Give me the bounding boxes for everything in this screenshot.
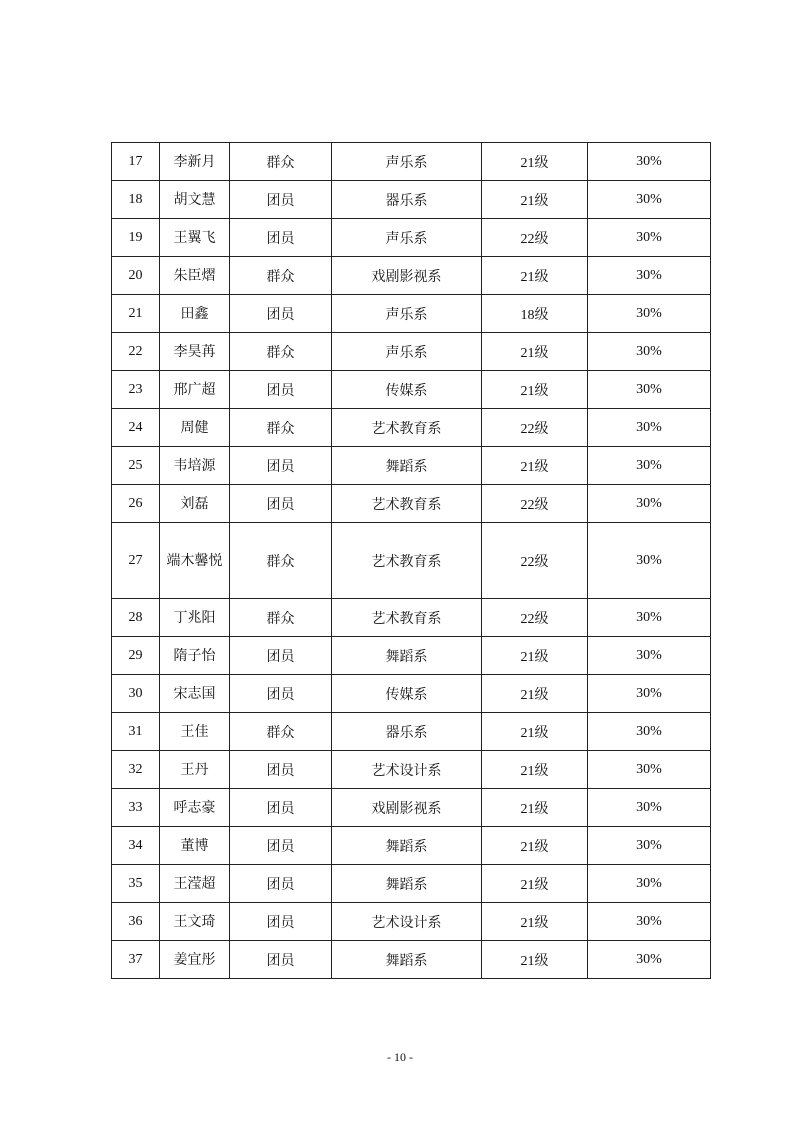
department-cell: 戏剧影视系 (332, 257, 482, 295)
percentage-cell: 30% (588, 523, 711, 599)
row-number-cell: 29 (112, 637, 160, 675)
student-name-cell: 姜宜彤 (160, 941, 230, 979)
table-row (112, 827, 711, 865)
percentage-cell: 30% (588, 143, 711, 181)
percentage-cell: 30% (588, 675, 711, 713)
table-row (112, 637, 711, 675)
department-cell: 传媒系 (332, 675, 482, 713)
percentage-cell: 30% (588, 599, 711, 637)
political-status-cell: 团员 (230, 865, 332, 903)
student-name-cell: 王翼飞 (160, 219, 230, 257)
department-cell: 器乐系 (332, 181, 482, 219)
row-number-cell: 28 (112, 599, 160, 637)
department-cell: 舞蹈系 (332, 447, 482, 485)
grade-year-cell: 21级 (482, 789, 588, 827)
percentage-cell: 30% (588, 865, 711, 903)
table-row (112, 333, 711, 371)
row-number-cell: 26 (112, 485, 160, 523)
department-cell: 器乐系 (332, 713, 482, 751)
department-cell: 艺术教育系 (332, 485, 482, 523)
row-number-cell: 27 (112, 523, 160, 599)
row-number-cell: 36 (112, 903, 160, 941)
student-name-cell: 李昊苒 (160, 333, 230, 371)
grade-year-cell: 21级 (482, 827, 588, 865)
grade-year-cell: 22级 (482, 485, 588, 523)
department-cell: 艺术教育系 (332, 599, 482, 637)
grade-year-cell: 22级 (482, 219, 588, 257)
student-name-cell: 王佳 (160, 713, 230, 751)
percentage-cell: 30% (588, 485, 711, 523)
department-cell: 艺术设计系 (332, 751, 482, 789)
table-row (112, 257, 711, 295)
percentage-cell: 30% (588, 219, 711, 257)
percentage-cell: 30% (588, 333, 711, 371)
student-name-cell: 隋子怡 (160, 637, 230, 675)
page-number: - 10 - (387, 1050, 413, 1064)
department-cell: 舞蹈系 (332, 827, 482, 865)
department-cell: 艺术教育系 (332, 523, 482, 599)
row-number-cell: 25 (112, 447, 160, 485)
political-status-cell: 团员 (230, 485, 332, 523)
grade-year-cell: 21级 (482, 371, 588, 409)
table-row (112, 485, 711, 523)
grade-year-cell: 21级 (482, 941, 588, 979)
row-number-cell: 17 (112, 143, 160, 181)
political-status-cell: 群众 (230, 333, 332, 371)
percentage-cell: 30% (588, 409, 711, 447)
student-name-cell: 朱臣熠 (160, 257, 230, 295)
department-cell: 传媒系 (332, 371, 482, 409)
grade-year-cell: 21级 (482, 143, 588, 181)
table-row (112, 713, 711, 751)
student-name-cell: 董博 (160, 827, 230, 865)
department-cell: 声乐系 (332, 143, 482, 181)
student-name-cell: 王文琦 (160, 903, 230, 941)
political-status-cell: 群众 (230, 143, 332, 181)
student-name-cell: 周健 (160, 409, 230, 447)
political-status-cell: 群众 (230, 409, 332, 447)
political-status-cell: 团员 (230, 827, 332, 865)
row-number-cell: 32 (112, 751, 160, 789)
row-number-cell: 23 (112, 371, 160, 409)
student-name-cell: 王丹 (160, 751, 230, 789)
student-name-cell: 韦培源 (160, 447, 230, 485)
table-row (112, 675, 711, 713)
grade-year-cell: 21级 (482, 181, 588, 219)
percentage-cell: 30% (588, 713, 711, 751)
row-number-cell: 33 (112, 789, 160, 827)
percentage-cell: 30% (588, 751, 711, 789)
grade-year-cell: 21级 (482, 751, 588, 789)
student-name-cell: 宋志国 (160, 675, 230, 713)
department-cell: 艺术教育系 (332, 409, 482, 447)
row-number-cell: 18 (112, 181, 160, 219)
department-cell: 戏剧影视系 (332, 789, 482, 827)
table-row (112, 751, 711, 789)
row-number-cell: 35 (112, 865, 160, 903)
department-cell: 声乐系 (332, 295, 482, 333)
student-name-cell: 呼志豪 (160, 789, 230, 827)
percentage-cell: 30% (588, 257, 711, 295)
political-status-cell: 群众 (230, 257, 332, 295)
department-cell: 舞蹈系 (332, 941, 482, 979)
table-row (112, 941, 711, 979)
student-name-cell: 胡文慧 (160, 181, 230, 219)
political-status-cell: 团员 (230, 751, 332, 789)
political-status-cell: 群众 (230, 599, 332, 637)
political-status-cell: 团员 (230, 181, 332, 219)
percentage-cell: 30% (588, 637, 711, 675)
student-table (111, 142, 711, 979)
grade-year-cell: 22级 (482, 409, 588, 447)
table-row (112, 409, 711, 447)
table-row (112, 789, 711, 827)
grade-year-cell: 21级 (482, 675, 588, 713)
grade-year-cell: 21级 (482, 257, 588, 295)
percentage-cell: 30% (588, 827, 711, 865)
row-number-cell: 31 (112, 713, 160, 751)
student-name-cell: 王滢超 (160, 865, 230, 903)
percentage-cell: 30% (588, 447, 711, 485)
percentage-cell: 30% (588, 941, 711, 979)
political-status-cell: 团员 (230, 941, 332, 979)
table-row (112, 903, 711, 941)
student-name-cell: 端木馨悦 (160, 523, 230, 599)
department-cell: 声乐系 (332, 333, 482, 371)
table-row (112, 523, 711, 599)
political-status-cell: 团员 (230, 675, 332, 713)
grade-year-cell: 21级 (482, 713, 588, 751)
grade-year-cell: 21级 (482, 637, 588, 675)
percentage-cell: 30% (588, 371, 711, 409)
grade-year-cell: 18级 (482, 295, 588, 333)
row-number-cell: 34 (112, 827, 160, 865)
student-name-cell: 刘磊 (160, 485, 230, 523)
student-name-cell: 丁兆阳 (160, 599, 230, 637)
percentage-cell: 30% (588, 903, 711, 941)
grade-year-cell: 22级 (482, 599, 588, 637)
row-number-cell: 21 (112, 295, 160, 333)
political-status-cell: 团员 (230, 903, 332, 941)
row-number-cell: 19 (112, 219, 160, 257)
grade-year-cell: 21级 (482, 903, 588, 941)
student-name-cell: 田鑫 (160, 295, 230, 333)
political-status-cell: 团员 (230, 447, 332, 485)
percentage-cell: 30% (588, 789, 711, 827)
row-number-cell: 20 (112, 257, 160, 295)
political-status-cell: 团员 (230, 637, 332, 675)
table-row (112, 865, 711, 903)
row-number-cell: 24 (112, 409, 160, 447)
grade-year-cell: 21级 (482, 865, 588, 903)
row-number-cell: 22 (112, 333, 160, 371)
department-cell: 舞蹈系 (332, 865, 482, 903)
student-name-cell: 李新月 (160, 143, 230, 181)
political-status-cell: 团员 (230, 789, 332, 827)
table-row (112, 371, 711, 409)
table-row (112, 143, 711, 181)
table-row (112, 219, 711, 257)
student-name-cell: 邢广超 (160, 371, 230, 409)
grade-year-cell: 21级 (482, 333, 588, 371)
table-row (112, 295, 711, 333)
political-status-cell: 群众 (230, 713, 332, 751)
grade-year-cell: 21级 (482, 447, 588, 485)
table-body (112, 143, 711, 979)
grade-year-cell: 22级 (482, 523, 588, 599)
row-number-cell: 37 (112, 941, 160, 979)
political-status-cell: 团员 (230, 371, 332, 409)
department-cell: 舞蹈系 (332, 637, 482, 675)
row-number-cell: 30 (112, 675, 160, 713)
department-cell: 声乐系 (332, 219, 482, 257)
political-status-cell: 群众 (230, 523, 332, 599)
department-cell: 艺术设计系 (332, 903, 482, 941)
percentage-cell: 30% (588, 295, 711, 333)
political-status-cell: 团员 (230, 219, 332, 257)
political-status-cell: 团员 (230, 295, 332, 333)
table-row (112, 181, 711, 219)
table-row (112, 447, 711, 485)
table-row (112, 599, 711, 637)
percentage-cell: 30% (588, 181, 711, 219)
